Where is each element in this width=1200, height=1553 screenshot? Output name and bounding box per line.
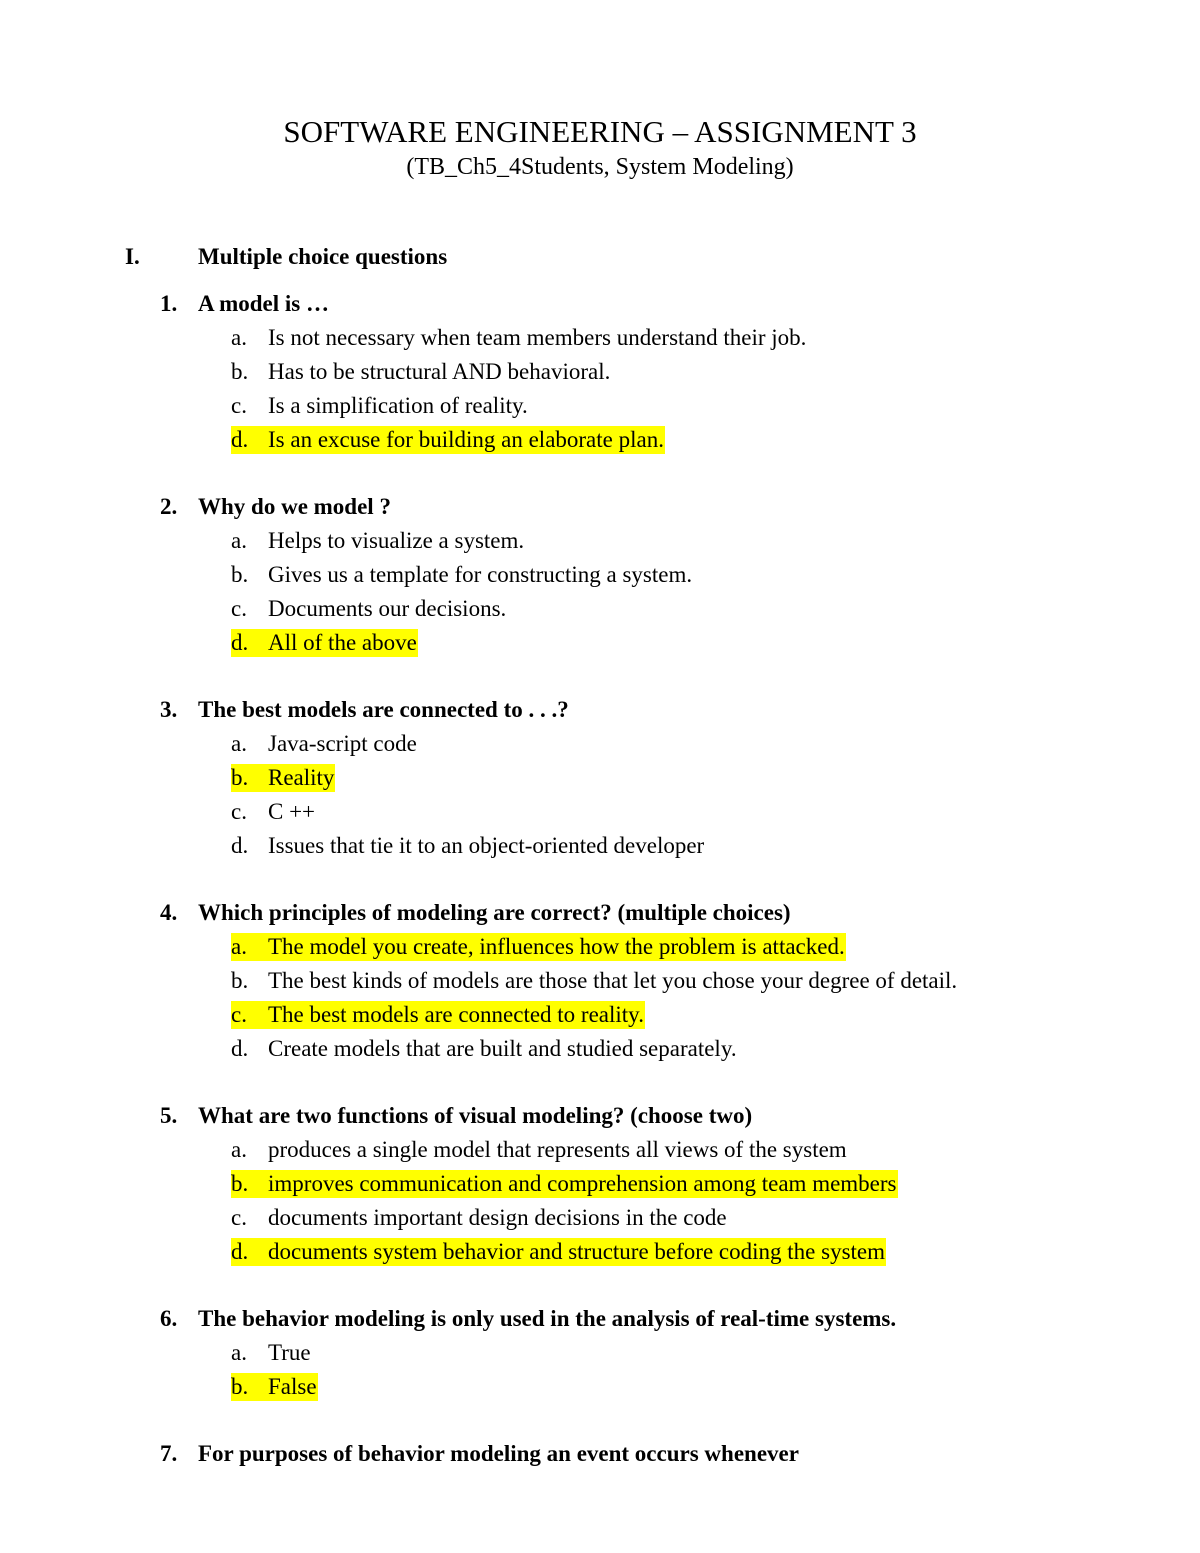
option: [0, 829, 1200, 863]
option-text: The model you create, influences how the problem is attacked.: [268, 934, 845, 959]
option-letter: c.: [231, 799, 247, 824]
question-number: 4.: [160, 900, 178, 925]
question-number: 7.: [160, 1441, 178, 1466]
option-letter: a.: [231, 1137, 247, 1162]
option-content: [231, 392, 529, 420]
option-letter: d.: [231, 630, 249, 655]
option-letter: b.: [231, 562, 249, 587]
option-content: [231, 933, 846, 961]
option-content: [231, 1204, 728, 1232]
document-subtitle: (TB_Ch5_4Students, System Modeling): [406, 154, 794, 180]
option-letter: d.: [231, 833, 249, 858]
option-letter: a.: [231, 528, 247, 553]
document-title: SOFTWARE ENGINEERING – ASSIGNMENT 3: [283, 114, 917, 149]
option-highlighted: [0, 423, 1200, 457]
option: [0, 389, 1200, 423]
option-content: [231, 730, 418, 758]
question-text: A model is …: [198, 291, 329, 316]
option-letter: a.: [231, 731, 247, 756]
option-content: [231, 798, 316, 826]
option-letter: d.: [231, 1239, 249, 1264]
option-highlighted: [0, 998, 1200, 1032]
option-text: Is a simplification of reality.: [268, 393, 528, 418]
option: [0, 795, 1200, 829]
option-content: [231, 324, 807, 352]
option-text: The best models are connected to reality.: [268, 1002, 644, 1027]
option-text: produces a single model that represents all views of the system: [268, 1137, 847, 1162]
option-text: Create models that are built and studied separately.: [268, 1036, 737, 1061]
question-line: [0, 287, 1200, 321]
option-text: The best kinds of models are those that let you chose your degree of detail.: [268, 968, 958, 993]
option: [0, 558, 1200, 592]
option-content: [231, 764, 335, 792]
option-text: documents important design decisions in the code: [268, 1205, 727, 1230]
question-text: The best models are connected to . . .?: [198, 697, 569, 722]
question-item: [0, 490, 1200, 660]
option-text: Java-script code: [268, 731, 417, 756]
option-content: [231, 1136, 848, 1164]
option-letter: d.: [231, 427, 249, 452]
option: [0, 592, 1200, 626]
question-number: 3.: [160, 697, 178, 722]
option: [0, 1336, 1200, 1370]
option-content: [231, 561, 693, 589]
option-text: improves communication and comprehension among team members: [268, 1171, 897, 1196]
option-content: [231, 1238, 886, 1266]
question-item: [0, 1437, 1200, 1471]
question-line: [0, 1099, 1200, 1133]
question-line: [0, 1302, 1200, 1336]
option-letter: a.: [231, 934, 247, 959]
option-letter: b.: [231, 968, 249, 993]
option: [0, 321, 1200, 355]
question-list: [0, 287, 1200, 1504]
option-content: [231, 1035, 738, 1063]
question-text: For purposes of behavior modeling an event occurs whenever: [198, 1441, 799, 1466]
question-number: 5.: [160, 1103, 178, 1128]
option-letter: a.: [231, 1340, 247, 1365]
option-text: Gives us a template for constructing a system.: [268, 562, 693, 587]
option-text: Is an excuse for building an elaborate plan.: [268, 427, 664, 452]
option-letter: c.: [231, 393, 247, 418]
question-item: [0, 1302, 1200, 1404]
option-letter: b.: [231, 1374, 249, 1399]
option-content: [231, 1373, 318, 1401]
option-text: Has to be structural AND behavioral.: [268, 359, 611, 384]
question-item: [0, 896, 1200, 1066]
question-line: [0, 896, 1200, 930]
question-number: 1.: [160, 291, 178, 316]
option-text: Issues that tie it to an object-oriented developer: [268, 833, 705, 858]
question-item: [0, 693, 1200, 863]
option-content: [231, 527, 525, 555]
option-letter: b.: [231, 765, 249, 790]
option-text: Reality: [268, 765, 335, 790]
option: [0, 727, 1200, 761]
option-text: C ++: [268, 799, 316, 824]
question-text: The behavior modeling is only used in the analysis of real-time systems.: [198, 1306, 897, 1331]
option-content: [231, 426, 665, 454]
option-content: [231, 832, 705, 860]
question-line: [0, 1437, 1200, 1471]
option: [0, 964, 1200, 998]
option-text: Documents our decisions.: [268, 596, 507, 621]
option-text: All of the above: [268, 630, 417, 655]
option: [0, 1133, 1200, 1167]
option-text: documents system behavior and structure before coding the system: [268, 1239, 886, 1264]
option-highlighted: [0, 1167, 1200, 1201]
option-letter: a.: [231, 325, 247, 350]
option-text: Is not necessary when team members understand their job.: [268, 325, 807, 350]
option-highlighted: [0, 626, 1200, 660]
question-item: [0, 287, 1200, 457]
option-highlighted: [0, 1235, 1200, 1269]
option-highlighted: [0, 1370, 1200, 1404]
question-item: [0, 1099, 1200, 1269]
option: [0, 355, 1200, 389]
section-label: Multiple choice questions: [198, 244, 448, 269]
option-content: [231, 1001, 645, 1029]
option-text: False: [268, 1374, 317, 1399]
option-text: True: [268, 1340, 311, 1365]
option-content: [231, 595, 507, 623]
option-letter: b.: [231, 359, 249, 384]
question-line: [0, 490, 1200, 524]
option-letter: d.: [231, 1036, 249, 1061]
option-letter: b.: [231, 1171, 249, 1196]
option-content: [231, 967, 958, 995]
option-content: [231, 358, 611, 386]
option-highlighted: [0, 761, 1200, 795]
question-line: [0, 693, 1200, 727]
option-letter: c.: [231, 596, 247, 621]
option-content: [231, 1339, 312, 1367]
section-number: I.: [125, 244, 140, 269]
question-number: 6.: [160, 1306, 178, 1331]
question-text: What are two functions of visual modeling? (choose two): [198, 1103, 753, 1128]
option-letter: c.: [231, 1002, 247, 1027]
option-content: [231, 1170, 898, 1198]
question-text: Why do we model ?: [198, 494, 391, 519]
option-letter: c.: [231, 1205, 247, 1230]
option: [0, 1032, 1200, 1066]
option-content: [231, 629, 418, 657]
option-highlighted: [0, 930, 1200, 964]
option: [0, 1201, 1200, 1235]
question-text: Which principles of modeling are correct? (multiple choices): [198, 900, 791, 925]
question-number: 2.: [160, 494, 178, 519]
option: [0, 524, 1200, 558]
option-text: Helps to visualize a system.: [268, 528, 525, 553]
